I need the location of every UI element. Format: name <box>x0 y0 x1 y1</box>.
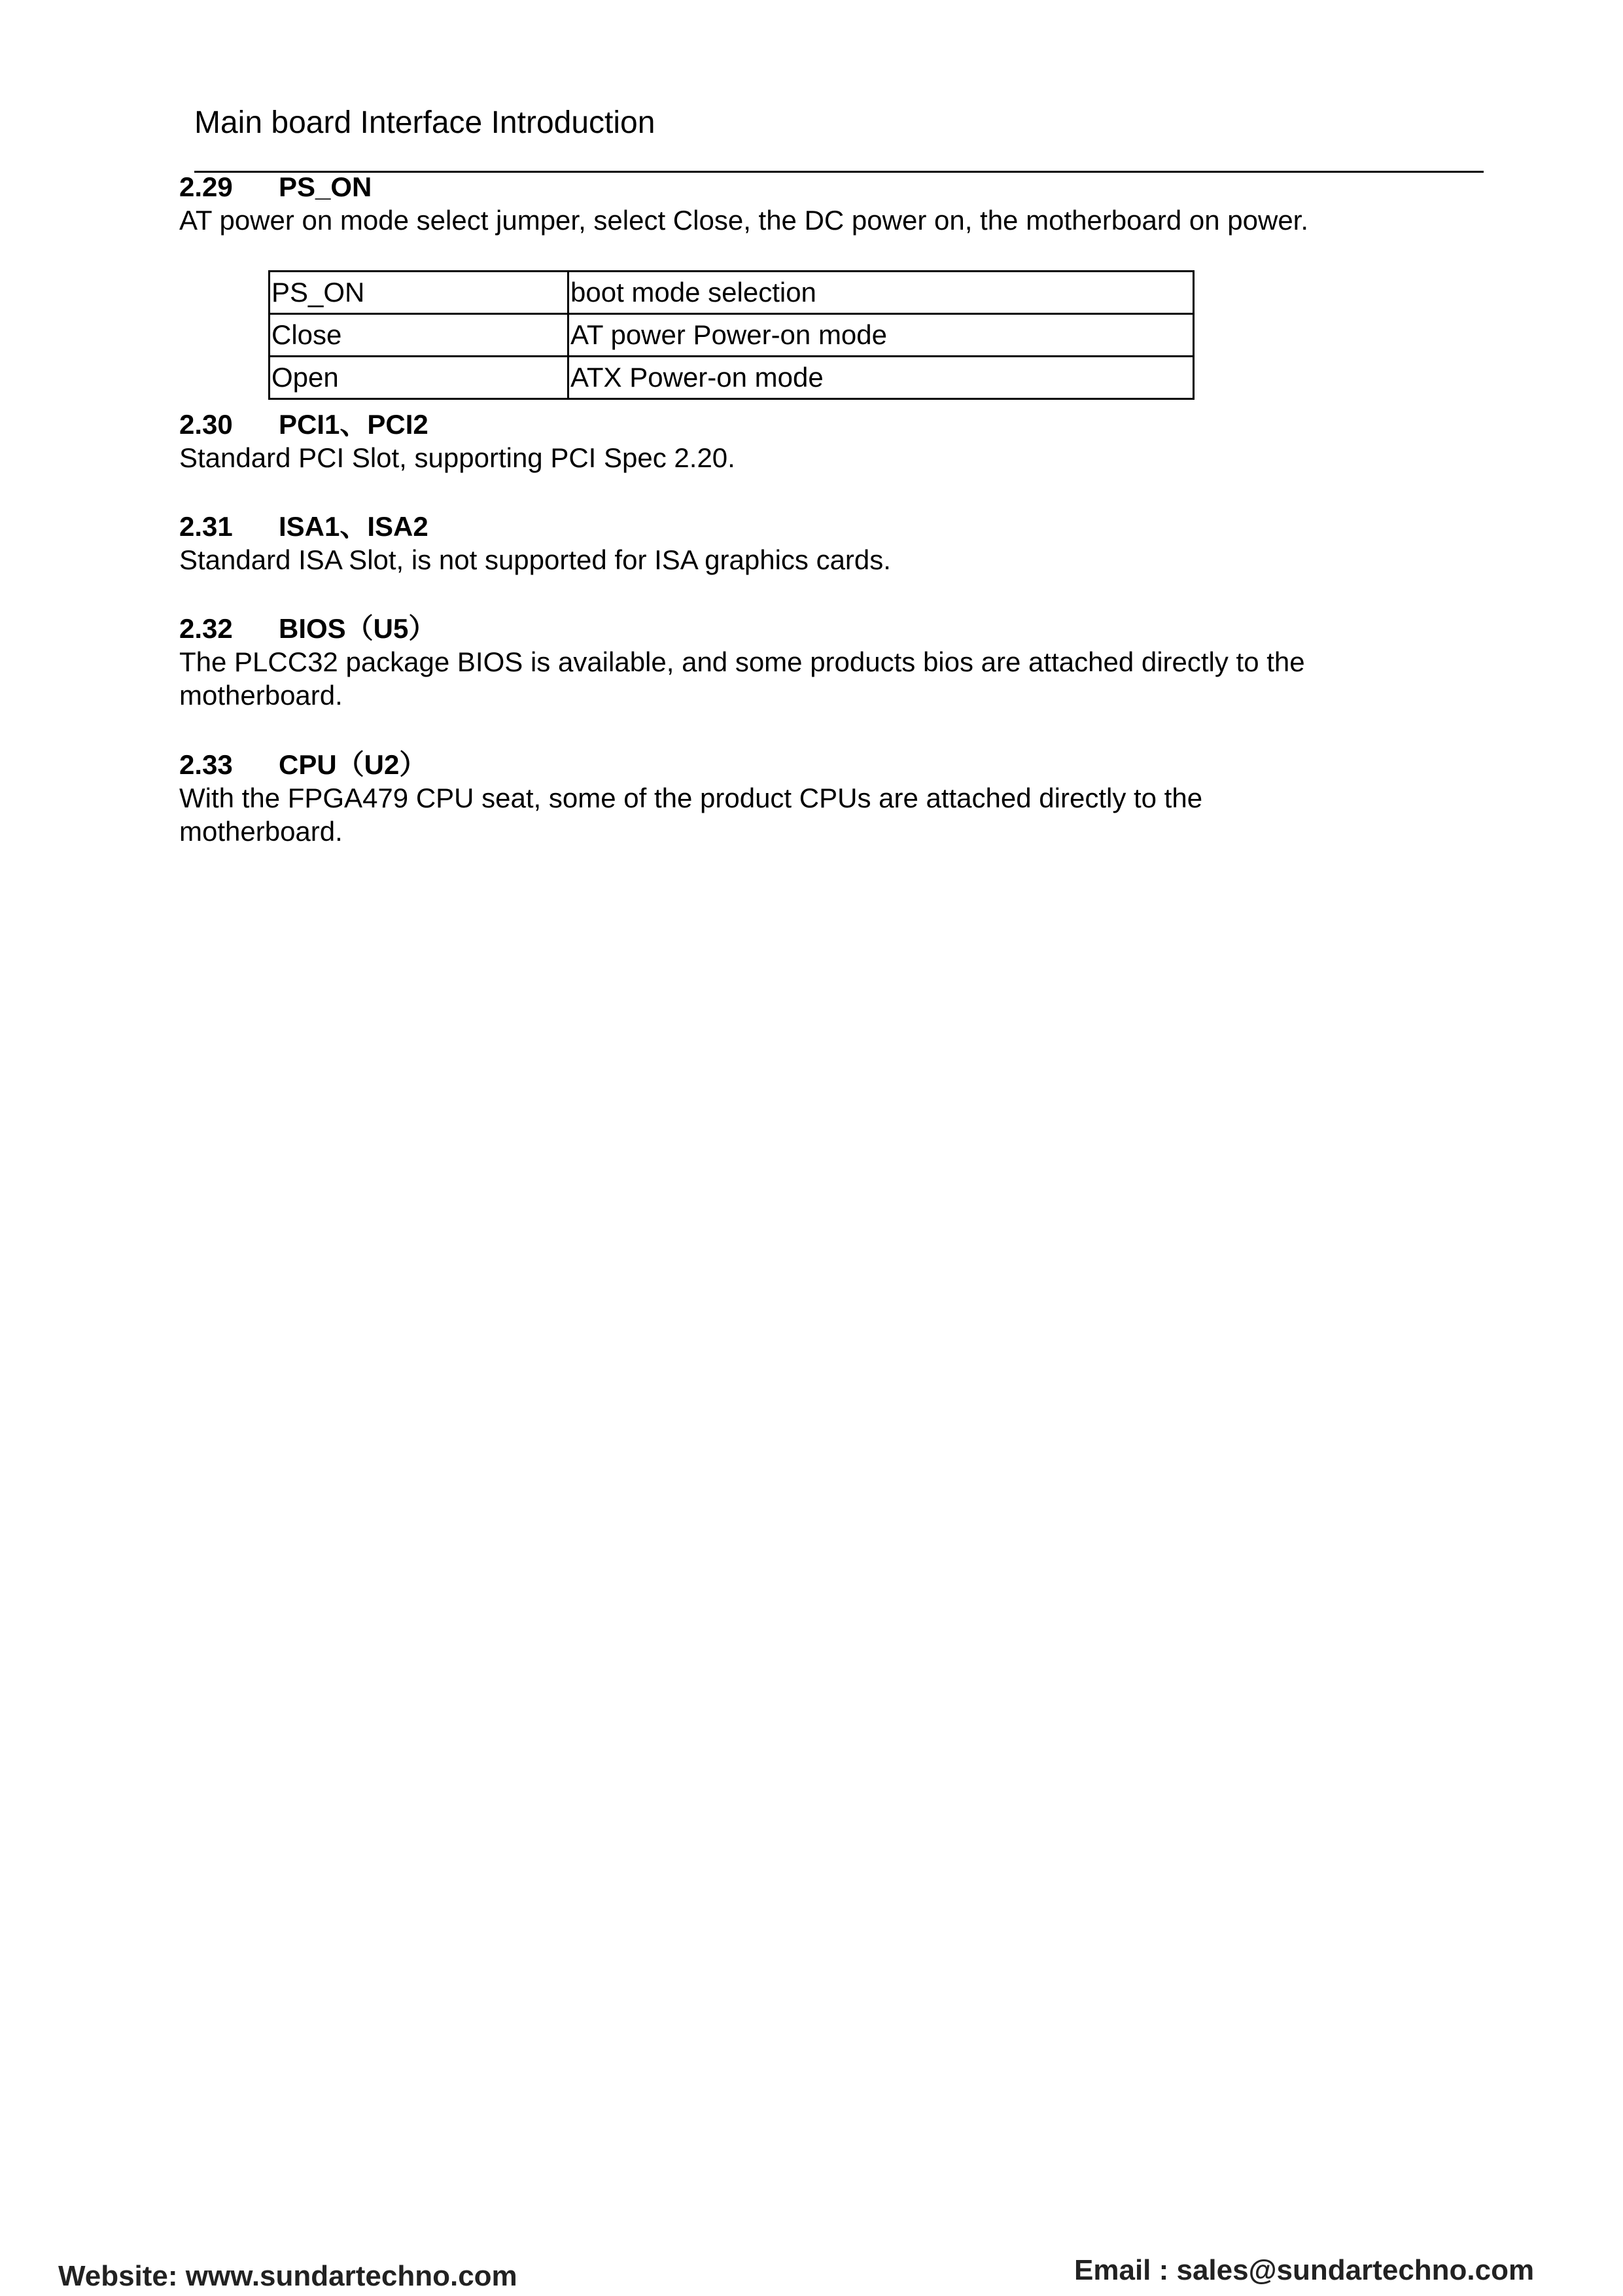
section-number: 2.31 <box>179 511 233 542</box>
section-heading-2-29 <box>179 170 372 204</box>
section-title: CPU（U2） <box>279 749 427 780</box>
section-heading-2-33 <box>179 748 427 782</box>
table-cell: PS_ON <box>270 272 568 314</box>
section-title: PCI1、PCI2 <box>279 409 428 440</box>
section-paragraph: Standard ISA Slot, is not supported for ISA graphics cards. <box>179 544 891 575</box>
footer-email: Email : sales@sundartechno.com <box>1074 2254 1535 2286</box>
section-paragraph: motherboard. <box>179 680 343 711</box>
section-paragraph: Standard PCI Slot, supporting PCI Spec 2.20. <box>179 442 735 473</box>
section-heading-2-30 <box>179 408 428 442</box>
section-number: 2.33 <box>179 749 233 780</box>
section-title: ISA1、ISA2 <box>279 511 428 542</box>
footer-website: Website: www.sundartechno.com <box>58 2260 517 2292</box>
section-number: 2.32 <box>179 613 233 644</box>
section-title: PS_ON <box>279 171 372 202</box>
section-title: BIOS（U5） <box>279 613 436 644</box>
section-paragraph: The PLCC32 package BIOS is available, and some products bios are attached directly to the <box>179 646 1305 677</box>
table-row <box>270 357 1194 399</box>
table-cell: Close <box>270 314 568 357</box>
section-paragraph: motherboard. <box>179 816 343 847</box>
section-number: 2.30 <box>179 409 233 440</box>
section-paragraph: With the FPGA479 CPU seat, some of the product CPUs are attached directly to the <box>179 783 1203 813</box>
table-cell: AT power Power-on mode <box>568 314 1194 357</box>
ps-on-jumper-table <box>268 270 1195 400</box>
page-header-title: Main board Interface Introduction <box>194 105 655 140</box>
table-cell: ATX Power-on mode <box>568 357 1194 399</box>
section-heading-2-31 <box>179 510 428 544</box>
table-cell: boot mode selection <box>568 272 1194 314</box>
header-divider <box>194 171 1484 173</box>
table-cell: Open <box>270 357 568 399</box>
table-row <box>270 314 1194 357</box>
section-paragraph: AT power on mode select jumper, select Close, the DC power on, the motherboard on power. <box>179 205 1309 236</box>
table-row <box>270 272 1194 314</box>
section-heading-2-32 <box>179 612 436 646</box>
section-number: 2.29 <box>179 171 233 202</box>
